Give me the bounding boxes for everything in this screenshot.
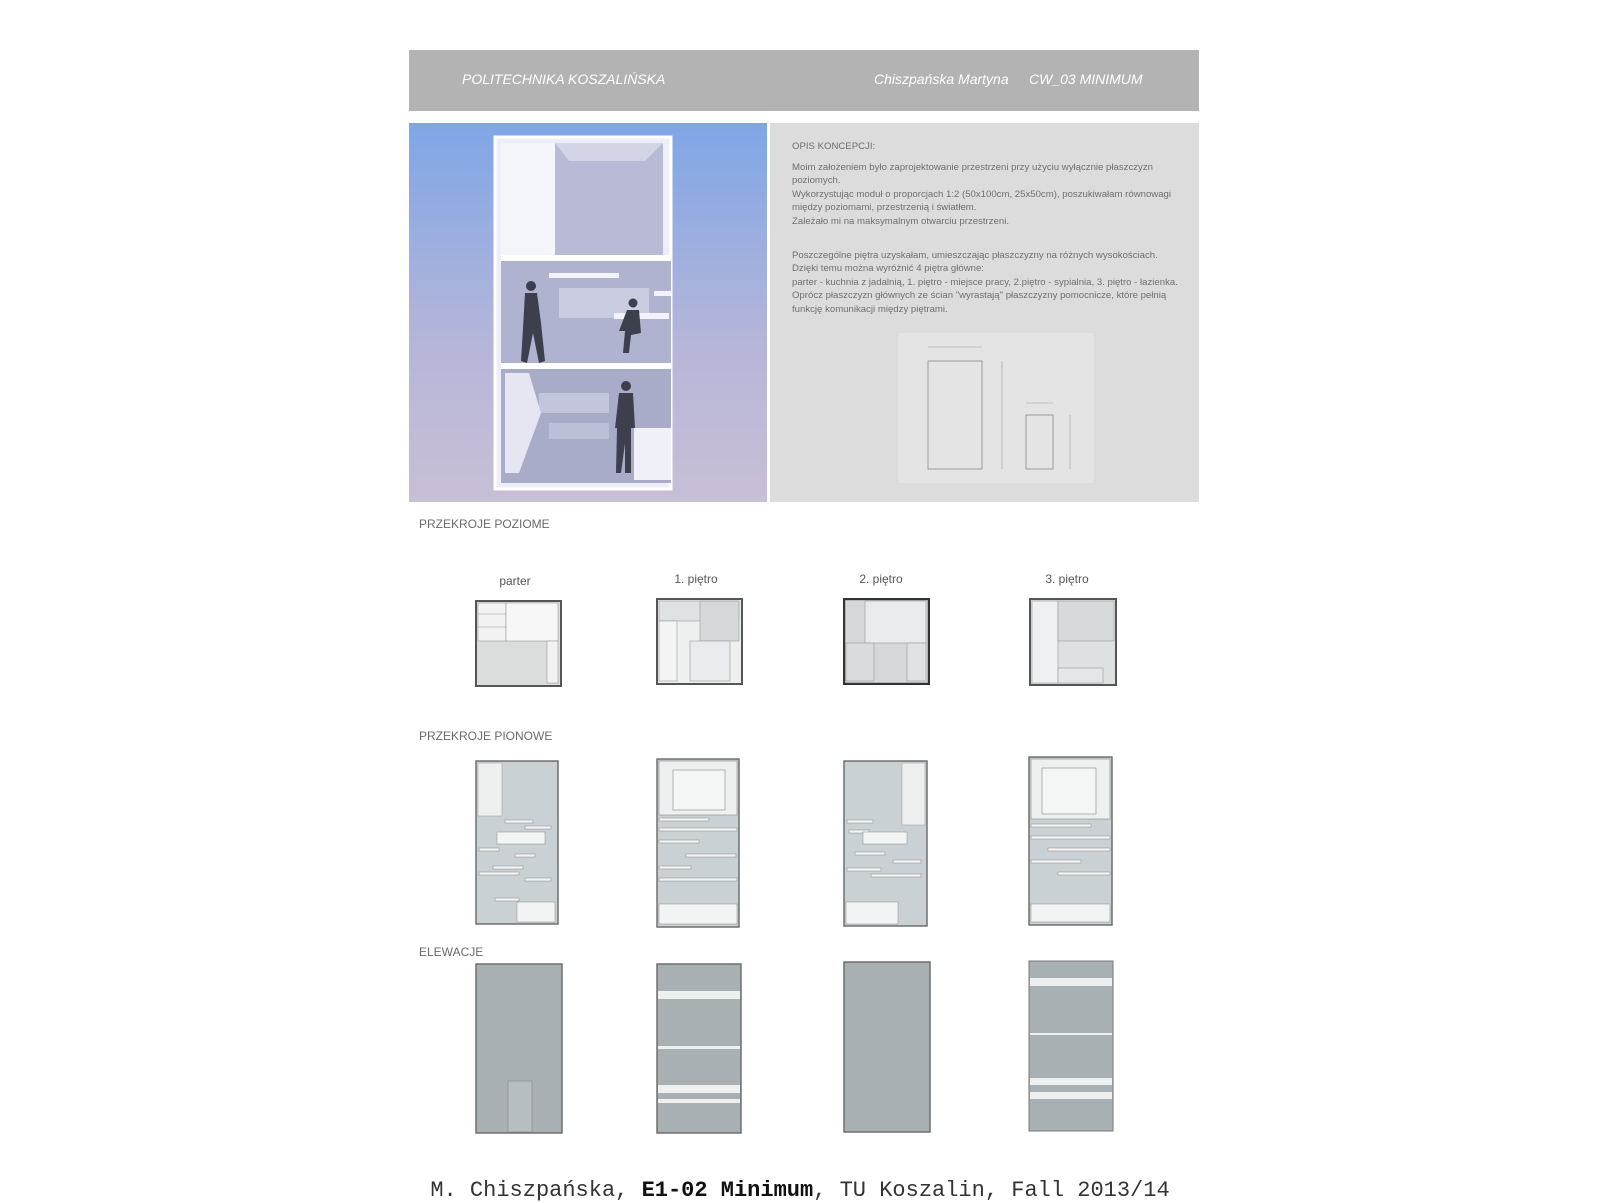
- vertical-section-3: [843, 760, 928, 927]
- floor-label-2: 2. piętro: [859, 572, 903, 586]
- plan-floor-1: [656, 598, 743, 685]
- floor-label-parter: parter: [499, 574, 531, 588]
- vertical-section-2: [656, 758, 740, 928]
- plan-floor-2: [843, 598, 930, 685]
- plan-floor-3: [1029, 598, 1117, 686]
- description-paragraph-1: Moim założeniem było zaprojektowanie przestrzeni przy użyciu wyłącznie płaszczyzn poziomych. Wykorzystując moduł o proporcjach 1:2 (50x100cm, 25x50cm), poszukiwałam równowagi między poziomami, przestrzenią i światłem. Zależało mi na maksymalnym otwarciu przestrzeni.: [792, 162, 1172, 227]
- module-proportion-diagram: [898, 333, 1094, 483]
- elevation-1: [475, 963, 563, 1134]
- module-drawing: [898, 333, 1094, 483]
- figure-caption: [0, 1178, 1600, 1203]
- author-name: Chiszpańska Martyna: [874, 71, 1009, 87]
- elevation-3: [843, 961, 931, 1133]
- concept-description-panel: [770, 123, 1199, 502]
- elevations-title: ELEWACJE: [419, 945, 484, 959]
- elevation-2: [656, 963, 742, 1134]
- title-bar: [409, 50, 1199, 111]
- description-title: OPIS KONCEPCJI:: [792, 141, 876, 152]
- elevation-4: [1028, 960, 1114, 1132]
- caption-suffix: , TU Koszalin, Fall 2013/14: [813, 1178, 1170, 1203]
- floor-label-1: 1. piętro: [674, 572, 718, 586]
- vertical-section-4: [1028, 756, 1113, 926]
- render-illustration: [409, 123, 767, 502]
- horizontal-sections-title: PRZEKROJE POZIOME: [419, 517, 550, 531]
- project-code: CW_03 MINIMUM: [1029, 71, 1143, 87]
- floor-label-3: 3. piętro: [1045, 572, 1089, 586]
- interior-render: [409, 123, 767, 502]
- vertical-section-1: [475, 760, 559, 925]
- school-name: POLITECHNIKA KOSZALIŃSKA: [462, 71, 666, 87]
- description-paragraph-2: Poszczególne piętra uzyskałam, umieszczając płaszczyzny na różnych wysokościach. Dzięki temu można wyróżnić 4 piętra główne: parter - kuchnia z jadalnią, 1. piętro - miejsce pracy, 2.piętro - sypialnia, 3. piętro - łazienka. Oprócz płaszczyzn głównych ze ścian "wyrastają" płaszczyzny pomocnicze, które pełnią funkcję komunikacji między piętrami.: [792, 250, 1178, 315]
- caption-prefix: M. Chiszpańska,: [430, 1178, 642, 1203]
- plan-parter: [475, 600, 562, 687]
- vertical-sections-title: PRZEKROJE PIONOWE: [419, 729, 553, 743]
- caption-title: E1-02 Minimum: [641, 1178, 814, 1203]
